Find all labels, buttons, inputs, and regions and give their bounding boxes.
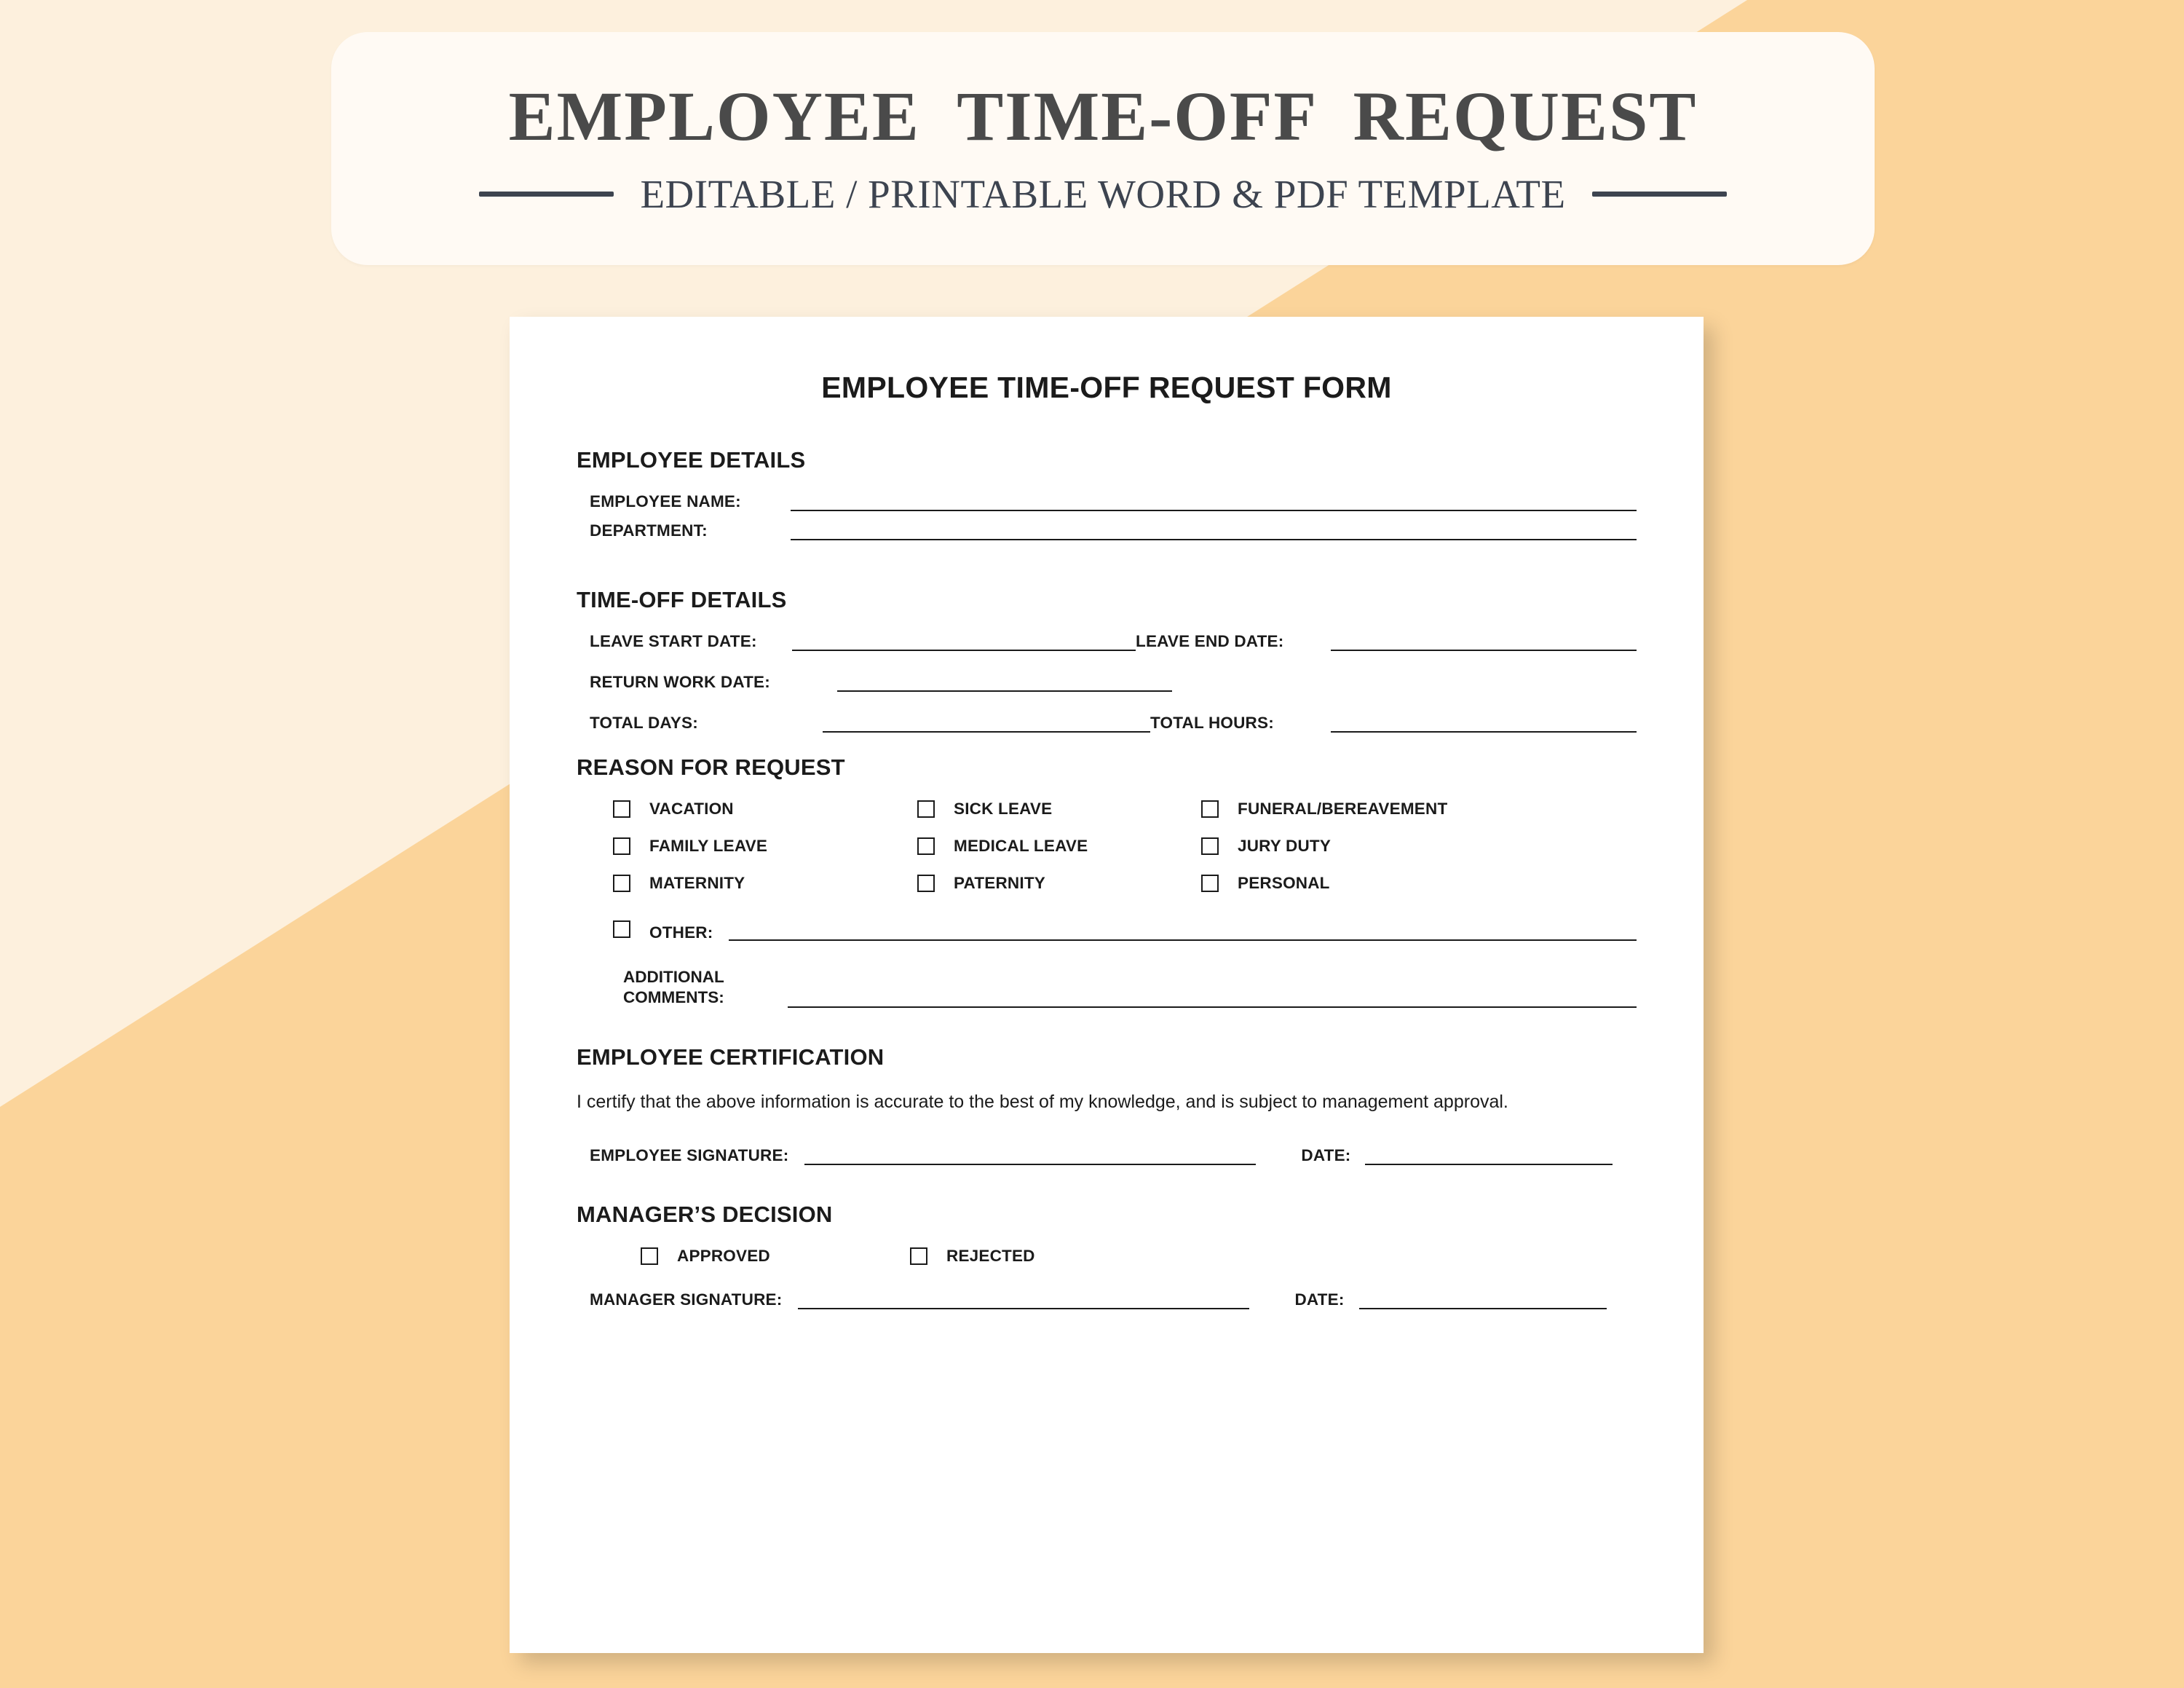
checkbox-label: FAMILY LEAVE [649, 837, 768, 855]
field-total-hours [1150, 714, 1637, 733]
label-return-work-date: RETURN WORK DATE: [590, 673, 770, 691]
checkbox-icon[interactable] [1201, 800, 1219, 818]
checkbox-icon[interactable] [917, 800, 935, 818]
label-manager-signature: MANAGER SIGNATURE: [590, 1290, 783, 1309]
checkbox-icon[interactable] [613, 920, 630, 938]
input-additional-comments[interactable] [788, 989, 1637, 1008]
rule-right-icon [1592, 192, 1727, 197]
checkbox-icon[interactable] [917, 837, 935, 855]
checkbox-icon[interactable] [641, 1247, 658, 1265]
label-department: DEPARTMENT: [590, 521, 708, 540]
input-department[interactable] [791, 521, 1637, 540]
input-manager-signature[interactable] [798, 1290, 1249, 1309]
reason-row-3 [613, 874, 1637, 893]
label-total-hours: TOTAL HOURS: [1150, 714, 1274, 732]
checkbox-item-personal[interactable] [1201, 874, 1330, 893]
reason-row-1 [613, 800, 1637, 819]
checkbox-label: MATERNITY [649, 874, 745, 892]
checkbox-icon[interactable] [613, 837, 630, 855]
banner-card [331, 32, 1875, 265]
checkbox-label: JURY DUTY [1238, 837, 1332, 855]
rule-left-icon [479, 192, 614, 197]
employee-details-fields [577, 492, 1637, 540]
banner-subtitle-row [479, 171, 1726, 217]
checkbox-icon[interactable] [910, 1247, 927, 1265]
section-heading-employee-details: EMPLOYEE DETAILS [577, 447, 806, 473]
time-off-details-fields [577, 632, 1637, 733]
checkbox-item-sick-leave[interactable] [917, 800, 1201, 819]
label-leave-start-date: LEAVE START DATE: [590, 632, 757, 650]
field-department [590, 521, 1637, 540]
checkbox-label: APPROVED [677, 1246, 770, 1265]
label-total-days: TOTAL DAYS: [590, 714, 698, 732]
field-other-reason [577, 920, 1637, 941]
form-title: EMPLOYEE TIME-OFF REQUEST FORM [821, 371, 1392, 404]
input-manager-date[interactable] [1359, 1290, 1607, 1309]
reason-checkbox-grid [577, 800, 1637, 893]
checkbox-icon[interactable] [1201, 875, 1219, 892]
input-return-work-date[interactable] [837, 673, 1172, 692]
label-manager-date: DATE: [1294, 1290, 1345, 1309]
label-employee-signature: EMPLOYEE SIGNATURE: [590, 1145, 789, 1164]
label-employee-date: DATE: [1301, 1145, 1351, 1164]
section-heading-time-off-details: TIME-OFF DETAILS [577, 587, 787, 612]
decision-checkbox-row [577, 1247, 1637, 1266]
field-employee-name [590, 492, 1637, 511]
input-employee-name[interactable] [791, 492, 1637, 511]
input-employee-signature[interactable] [804, 1146, 1256, 1165]
field-leave-start-date [590, 632, 1136, 651]
checkbox-item-vacation[interactable] [613, 800, 917, 819]
input-total-days[interactable] [823, 714, 1150, 733]
row-return-work-date [590, 673, 1637, 692]
banner-subtitle: EDITABLE / PRINTABLE WORD & PDF TEMPLATE [640, 171, 1566, 216]
checkbox-item-maternity[interactable] [613, 874, 917, 893]
label-other: OTHER: [649, 923, 713, 942]
section-heading-reason-for-request: REASON FOR REQUEST [577, 754, 845, 780]
checkbox-item-funeral-bereavement[interactable] [1201, 800, 1447, 819]
certification-body-text: I certify that the above information is accurate to the best of my knowledge, and is subject to management approval. [577, 1092, 1508, 1113]
checkbox-item-jury-duty[interactable] [1201, 837, 1331, 856]
label-employee-name: EMPLOYEE NAME: [590, 492, 741, 510]
checkbox-label: VACATION [649, 800, 734, 818]
checkbox-label: PERSONAL [1238, 874, 1330, 892]
row-leave-dates [590, 632, 1637, 651]
checkbox-label: FUNERAL/BEREAVEMENT [1238, 800, 1448, 818]
input-employee-date[interactable] [1365, 1146, 1613, 1165]
input-other-reason[interactable] [729, 922, 1637, 941]
section-heading-managers-decision: MANAGER’S DECISION [577, 1201, 833, 1227]
banner-title: EMPLOYEE TIME-OFF REQUEST [508, 77, 1698, 156]
checkbox-item-rejected[interactable] [910, 1247, 1035, 1266]
input-leave-end-date[interactable] [1331, 632, 1637, 651]
field-total-days [590, 714, 1150, 733]
checkbox-label: REJECTED [946, 1246, 1035, 1265]
checkbox-icon[interactable] [613, 875, 630, 892]
checkbox-icon[interactable] [917, 875, 935, 892]
label-leave-end-date: LEAVE END DATE: [1136, 632, 1284, 650]
checkbox-label: PATERNITY [954, 874, 1045, 892]
checkbox-item-approved[interactable] [641, 1247, 910, 1266]
checkbox-item-family-leave[interactable] [613, 837, 917, 856]
input-total-hours[interactable] [1331, 714, 1637, 733]
row-totals [590, 714, 1637, 733]
reason-row-2 [613, 837, 1637, 856]
row-employee-signature [577, 1146, 1637, 1165]
checkbox-label: SICK LEAVE [954, 800, 1053, 818]
section-heading-employee-certification: EMPLOYEE CERTIFICATION [577, 1044, 885, 1070]
checkbox-label: MEDICAL LEAVE [954, 837, 1088, 855]
row-manager-signature [577, 1290, 1637, 1309]
checkbox-icon[interactable] [613, 800, 630, 818]
checkbox-icon[interactable] [1201, 837, 1219, 855]
field-leave-end-date [1136, 632, 1637, 651]
field-return-work-date [590, 673, 1172, 692]
checkbox-item-paternity[interactable] [917, 874, 1201, 893]
input-leave-start-date[interactable] [792, 632, 1136, 651]
label-additional-comments: ADDITIONAL COMMENTS: [623, 968, 724, 1007]
document-page [510, 317, 1704, 1653]
checkbox-item-medical-leave[interactable] [917, 837, 1201, 856]
field-additional-comments [577, 967, 1637, 1008]
